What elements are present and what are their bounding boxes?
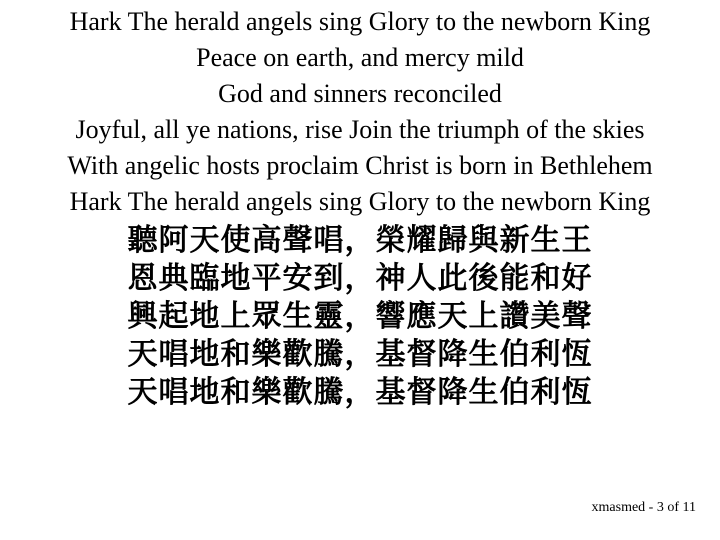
chinese-line-2: 恩典臨地平安到，神人此後能和好 <box>127 261 593 296</box>
chinese-line-4: 天唱地和樂歡騰，基督降生伯利恆 <box>127 337 593 372</box>
english-lyrics <box>0 4 720 220</box>
chinese-line-1: 聽阿天使高聲唱，榮耀歸與新生王 <box>127 223 593 258</box>
english-line-4: Joyful, all ye nations, rise Join the triumph of the skies <box>75 115 645 144</box>
chinese-line-3: 興起地上眾生靈，響應天上讚美聲 <box>127 299 593 334</box>
english-line-5: With angelic hosts proclaim Christ is born in Bethlehem <box>67 151 653 180</box>
english-line-6: Hark The herald angels sing Glory to the newborn King <box>69 187 651 216</box>
english-line-3: God and sinners reconciled <box>218 79 502 108</box>
chinese-lyrics <box>0 222 720 412</box>
chinese-line-5: 天唱地和樂歡騰，基督降生伯利恆 <box>127 375 593 410</box>
english-line-2: Peace on earth, and mercy mild <box>196 43 524 72</box>
english-line-1: Hark The herald angels sing Glory to the newborn King <box>69 7 651 36</box>
slide-footer: xmasmed - 3 of 11 <box>591 500 696 515</box>
